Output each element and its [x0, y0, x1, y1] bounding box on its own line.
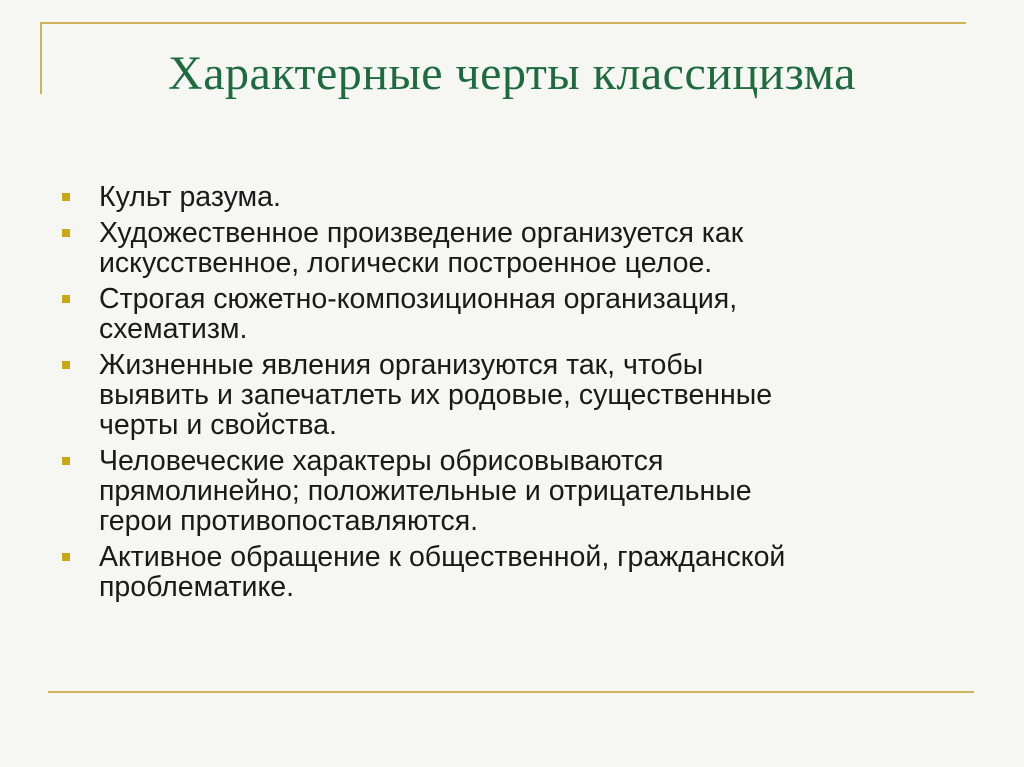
bullet-line: Художественное произведение организуется как [99, 217, 744, 249]
bullet-item [62, 350, 942, 440]
top-divider [40, 22, 966, 24]
bullet-line: Культ разума. [99, 181, 281, 213]
slide-title: Характерные черты классицизма [168, 47, 856, 100]
bullet-line: Жизненные явления организуются так, чтобы [99, 349, 704, 381]
bottom-divider [48, 691, 974, 693]
bullet-line: Человеческие характеры обрисовываются [99, 445, 664, 477]
bullet-line: Строгая сюжетно-композиционная организация, [99, 283, 738, 315]
bullet-line: черты и свойства. [99, 409, 337, 441]
bullet-list [62, 182, 942, 608]
bullet-line: прямолинейно; положительные и отрицательные [99, 475, 752, 507]
bullet-line: герои противопоставляются. [99, 505, 479, 537]
square-bullet-icon [62, 457, 70, 465]
bullet-item [62, 218, 942, 278]
bullet-item [62, 446, 942, 536]
bullet-line: проблематике. [99, 571, 295, 603]
bullet-line: искусственное, логически построенное целое. [99, 247, 713, 279]
bullet-line: Активное обращение к общественной, гражданской [99, 541, 786, 573]
bullet-item [62, 182, 942, 212]
square-bullet-icon [62, 229, 70, 237]
square-bullet-icon [62, 295, 70, 303]
bullet-item [62, 542, 942, 602]
square-bullet-icon [62, 361, 70, 369]
square-bullet-icon [62, 193, 70, 201]
bullet-line: схематизм. [99, 313, 248, 345]
bullet-item [62, 284, 942, 344]
square-bullet-icon [62, 553, 70, 561]
bullet-line: выявить и запечатлеть их родовые, существенные [99, 379, 773, 411]
